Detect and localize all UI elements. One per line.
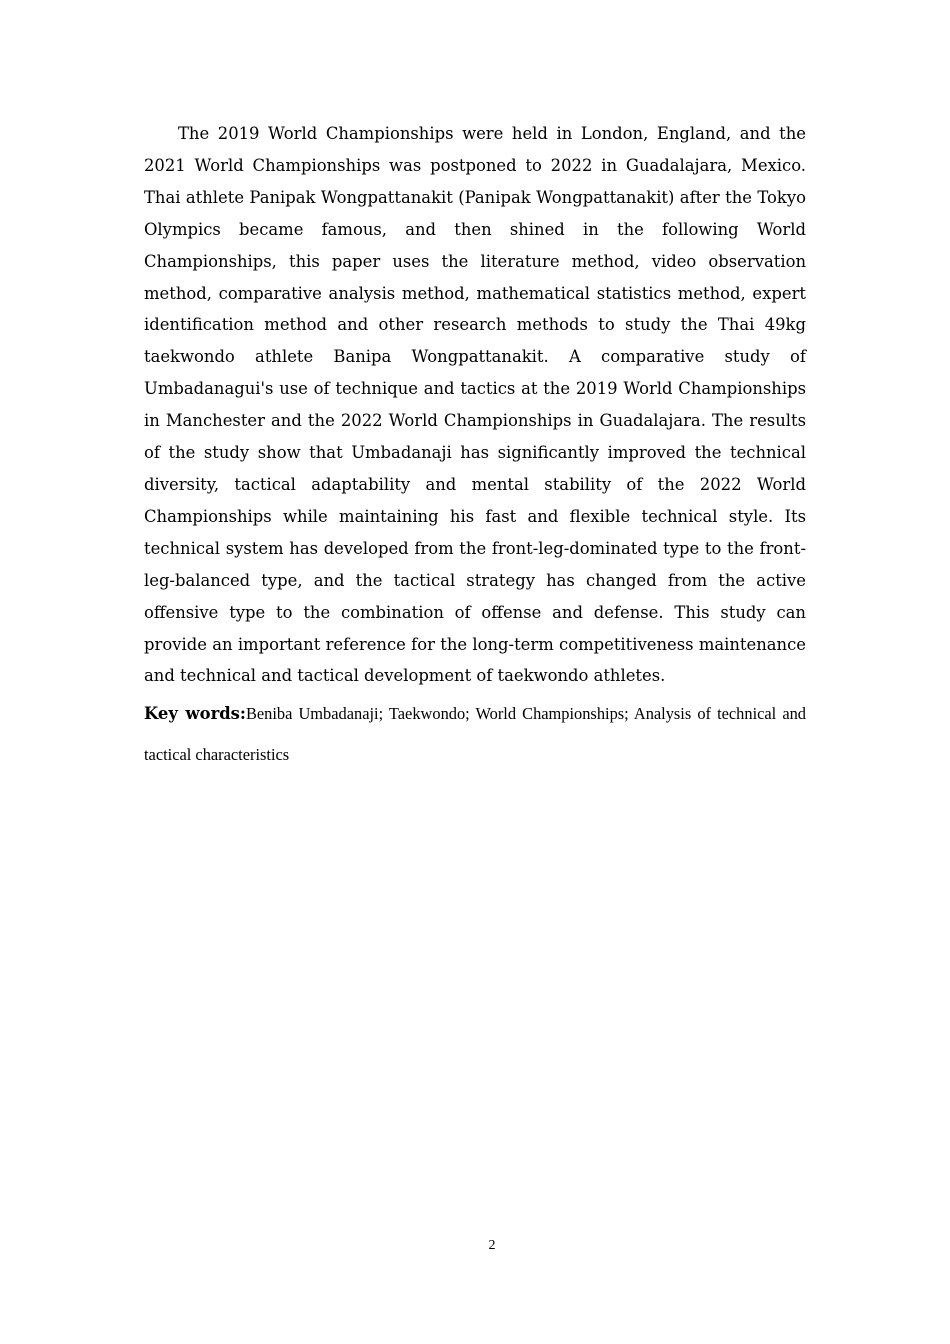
keywords-text: Beniba Umbadanaji; Taekwondo; World Championships; Analysis of technical and tactical characteristics: [144, 704, 806, 765]
abstract-paragraph: The 2019 World Championships were held in London, England, and the 2021 World Championships was postponed to 2022 in Guadalajara, Mexico. Thai athlete Panipak Wongpattanakit (Panipak Wongpattanakit) after the Tokyo Olympics became famous, and then shined in the following World Championships, this paper uses the literature method, video observation method, comparative analysis method, mathematical statistics method, expert identification method and other research methods to study the Thai 49kg taekwondo athlete Banipa Wongpattanakit. A comparative study of Umbadanagui's use of technique and tactics at the 2019 World Championships in Manchester and the 2022 World Championships in Guadalajara. The results of the study show that Umbadanaji has significantly improved the technical diversity, tactical adaptability and mental stability of the 2022 World Championships while maintaining his fast and flexible technical style. Its technical system has developed from the front-leg-dominated type to the front-leg-balanced type, and the tactical strategy has changed from the active offensive type to the combination of offense and defense. This study can provide an important reference for the long-term competitiveness maintenance and technical and tactical development of taekwondo athletes.: [144, 124, 806, 686]
keywords-label: Key words:: [144, 704, 246, 724]
keywords-line: [144, 694, 806, 776]
abstract-section: [144, 118, 806, 776]
page-number: 2: [488, 1238, 496, 1253]
